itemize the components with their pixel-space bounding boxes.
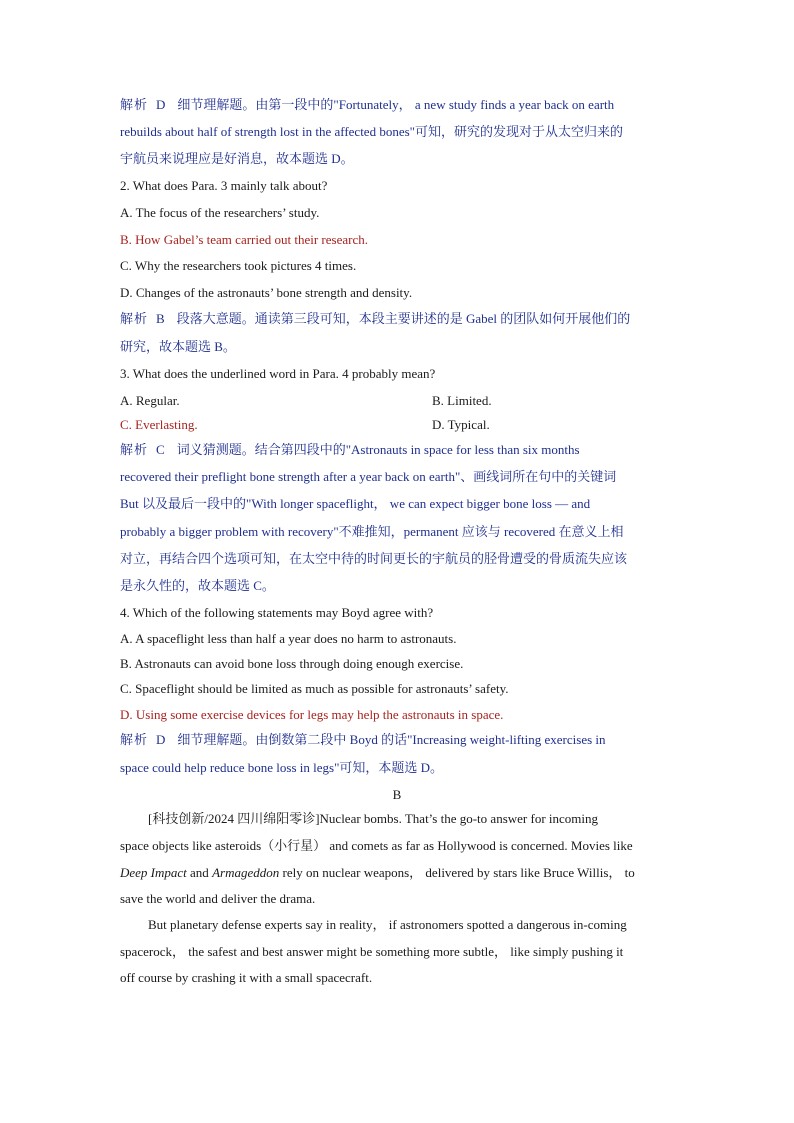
q2-analysis-line-1 [120, 311, 680, 327]
analysis-tag: 解析 [120, 311, 149, 326]
q3-analysis-line-2: recovered their preflight bone strength after a year back on earth"、画线词所在句中的关键词 [120, 469, 617, 484]
q1-analysis-line-3: 宇航员来说理应是好消息，故本题选 D。 [120, 151, 354, 166]
q3-analysis-line-3: But 以及最后一段中的"With longer spaceflight， we can expect bigger bone loss — and [120, 496, 591, 511]
q2-question: 2. What does Para. 3 mainly talk about? [120, 178, 328, 193]
movie-title: Armageddon [212, 865, 280, 880]
passage-p1-line-1 [148, 811, 680, 827]
q4-option-a: A. A spaceflight less than half a year does no harm to astronauts. [120, 631, 457, 646]
q3-analysis-line-6: 是永久性的，故本题选 C。 [120, 578, 275, 593]
q3-options-row-1 [120, 393, 680, 409]
passage-text: Nuclear bombs. That’s the go-to answer for incoming [319, 811, 599, 826]
answer-letter: D [156, 97, 166, 112]
passage-p1-line-4: save the world and deliver the drama. [120, 891, 316, 906]
q4-option-c: C. Spaceflight should be limited as much as possible for astronauts’ safety. [120, 681, 509, 696]
passage-source-tag: [科技创新/2024 四川绵阳零诊] [148, 811, 320, 826]
q4-question: 4. Which of the following statements may Boyd agree with? [120, 605, 434, 620]
passage-text: and [186, 865, 213, 880]
answer-letter: D [156, 732, 166, 747]
q2-option-c: C. Why the researchers took pictures 4 times. [120, 258, 357, 273]
q3-analysis-line-5: 对立，再结合四个选项可知，在太空中待的时间更长的宇航员的胫骨遭受的骨质流失应该 [120, 551, 628, 566]
q3-question: 3. What does the underlined word in Para. 4 probably mean? [120, 366, 436, 381]
q4-analysis-line-2: space could help reduce bone loss in legs"可知，本题选 D。 [120, 760, 444, 775]
passage-p1-line-2: space objects like asteroids（小行星） and comets as far as Hollywood is concerned. Movies like [120, 838, 633, 853]
analysis-tag: 解析 [120, 97, 149, 112]
q4-analysis-line-1 [120, 732, 680, 748]
q1-analysis-line-1 [120, 97, 680, 113]
q2-analysis-line-2: 研究，故本题选 B。 [120, 339, 236, 354]
analysis-text: 细节理解题。由倒数第二段中 Boyd 的话"Increasing weight-lifting exercises in [177, 732, 606, 747]
q2-option-d: D. Changes of the astronauts’ bone strength and density. [120, 285, 413, 300]
q3-option-d: D. Typical. [432, 417, 490, 432]
q3-option-a: A. Regular. [120, 393, 180, 408]
q3-options-row-2 [120, 417, 680, 433]
movie-title: Deep Impact [120, 865, 187, 880]
passage-p2-line-3: off course by crashing it with a small spacecraft. [120, 970, 373, 985]
q3-option-c-correct: C. Everlasting. [120, 417, 198, 432]
q2-option-b-correct: B. How Gabel’s team carried out their research. [120, 232, 368, 247]
passage-text: rely on nuclear weapons， delivered by stars like Bruce Willis， to [279, 865, 635, 880]
analysis-text: 词义猜测题。结合第四段中的"Astronauts in space for less than six months [176, 442, 580, 457]
analysis-text: 细节理解题。由第一段中的"Fortunately， a new study finds a year back on earth [177, 97, 615, 112]
analysis-tag: 解析 [120, 732, 149, 747]
analysis-tag: 解析 [120, 442, 149, 457]
q1-analysis-line-2: rebuilds about half of strength lost in the affected bones"可知，研究的发现对于从太空归来的 [120, 124, 623, 139]
passage-p2-line-2: spacerock， the safest and best answer might be something more subtle， like simply pushing it [120, 944, 624, 959]
q4-option-b: B. Astronauts can avoid bone loss through doing enough exercise. [120, 656, 464, 671]
q3-analysis-line-4: probably a bigger problem with recovery"不难推知，permanent 应该与 recovered 在意义上相 [120, 524, 624, 539]
answer-letter: C [156, 442, 165, 457]
passage-p1-line-3 [120, 865, 680, 881]
q4-option-d-correct: D. Using some exercise devices for legs may help the astronauts in space. [120, 707, 504, 722]
analysis-text: 段落大意题。通读第三段可知，本段主要讲述的是 Gabel 的团队如何开展他们的 [176, 311, 631, 326]
q3-option-b: B. Limited. [432, 393, 492, 408]
section-b-heading: B [392, 787, 402, 802]
passage-p2-line-1: But planetary defense experts say in reality， if astronomers spotted a dangerous in-coming [148, 917, 627, 932]
q3-analysis-line-1 [120, 442, 680, 458]
answer-letter: B [156, 311, 165, 326]
q2-option-a: A. The focus of the researchers’ study. [120, 205, 320, 220]
